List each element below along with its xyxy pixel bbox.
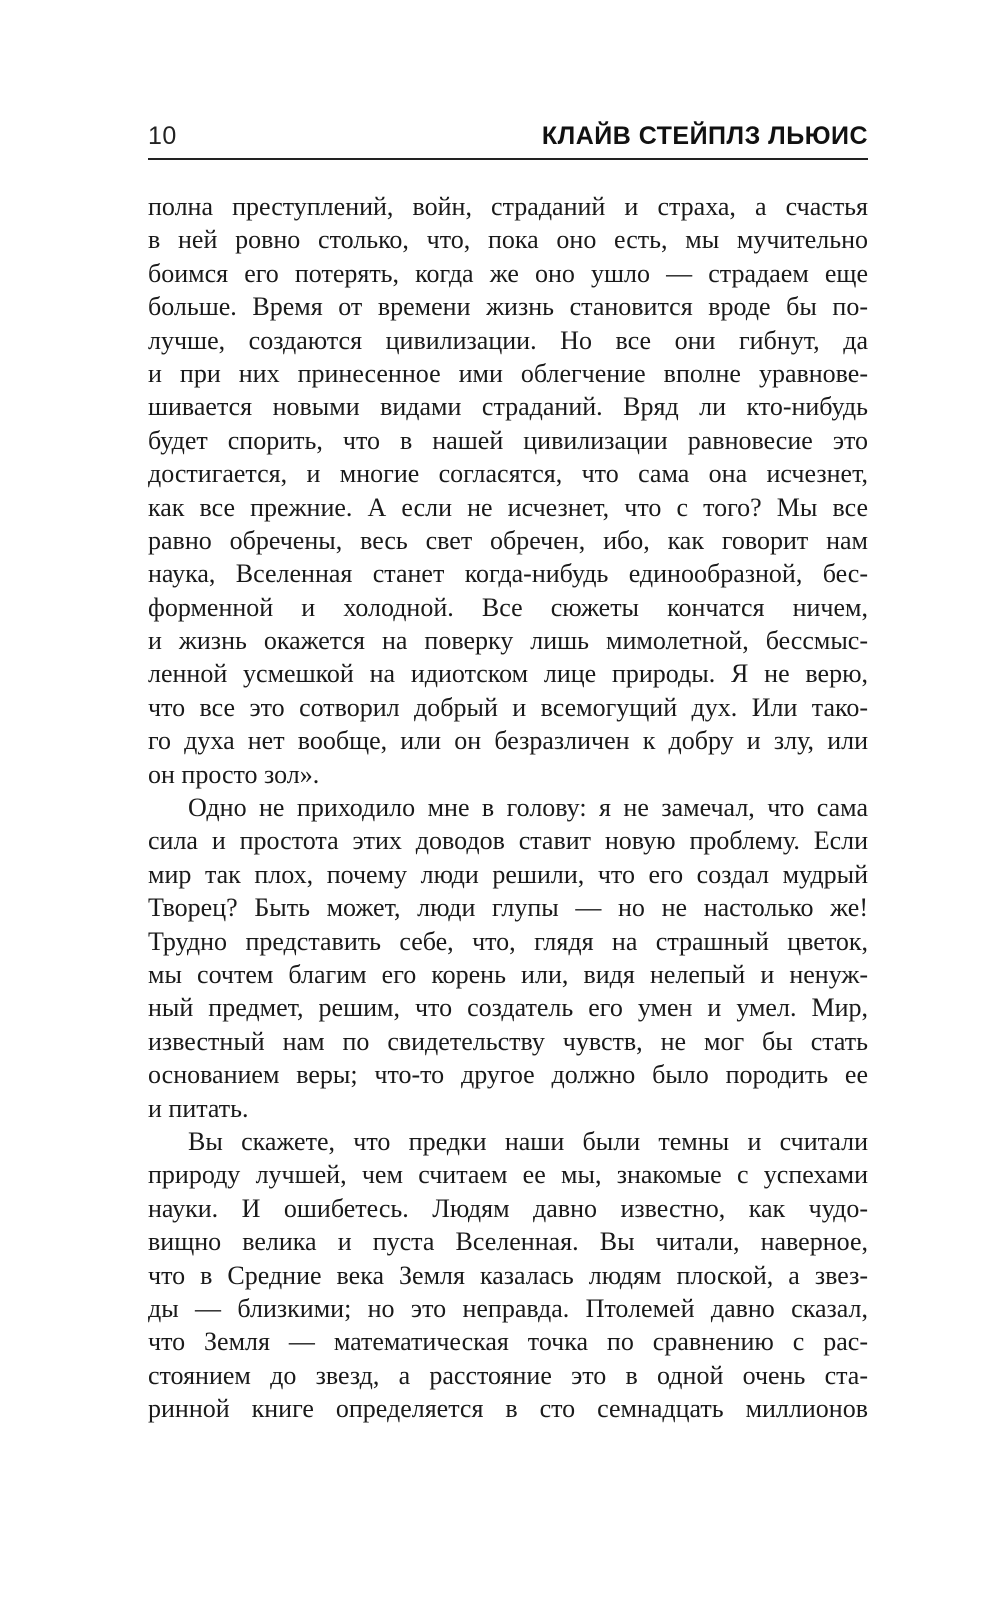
text-line: будет спорить, что в нашей цивилизации равновесие это (148, 425, 868, 455)
text-line: наука, Вселенная станет когда-нибудь единообразной, бес- (148, 559, 868, 589)
running-head-author: КЛАЙВ СТЕЙПЛЗ ЛЬЮИС (541, 122, 868, 150)
paragraph (148, 791, 868, 1125)
running-header (148, 118, 868, 158)
text-line: Творец? Быть может, люди глупы — но не настолько же! (148, 893, 868, 923)
text-line: что в Средние века Земля казалась людям плоской, а звез- (148, 1260, 868, 1290)
text-line: известный нам по свидетельству чувств, не мог бы стать (148, 1026, 868, 1056)
text-line: в ней ровно столько, что, пока оно есть, мы мучительно (148, 225, 868, 255)
paragraph (148, 190, 868, 791)
text-line: стоянием до звезд, а расстояние это в одной очень ста- (148, 1360, 868, 1390)
text-line: и жизнь окажется на поверку лишь мимолетной, бессмыс- (148, 626, 868, 656)
text-body (148, 190, 868, 1425)
page-number: 10 (148, 122, 177, 150)
text-line: боимся его потерять, когда же оно ушло — страдаем еще (148, 258, 868, 288)
text-line: форменной и холодной. Все сюжеты кончатся ничем, (148, 592, 868, 622)
text-line: лучше, создаются цивилизации. Но все они гибнут, да (148, 325, 868, 355)
text-line: го духа нет вообще, или он безразличен к добру и злу, или (148, 726, 868, 756)
text-line: и при них принесенное ими облегчение вполне уравнове- (148, 358, 868, 388)
text-line: больше. Время от времени жизнь становится вроде бы по- (148, 292, 868, 322)
text-line: ринной книге определяется в сто семнадцать миллионов (148, 1394, 868, 1424)
text-line: науки. И ошибетесь. Людям давно известно, как чудо- (148, 1193, 868, 1223)
text-line: мир так плох, почему люди решили, что его создал мудрый (148, 859, 868, 889)
text-line: основанием веры; что-то другое должно было породить ее (148, 1060, 868, 1090)
text-line: вищно велика и пуста Вселенная. Вы читали, наверное, (148, 1227, 868, 1257)
text-line: равно обречены, весь свет обречен, ибо, как говорит нам (148, 525, 868, 555)
text-line: и питать. (148, 1093, 249, 1123)
text-line: достигается, и многие согласятся, что сама она исчезнет, (148, 459, 868, 489)
text-line: Вы скажете, что предки наши были темны и считали (188, 1126, 868, 1156)
text-line: как все прежние. А если не исчезнет, что с того? Мы все (148, 492, 868, 522)
text-line: Трудно представить себе, что, глядя на страшный цветок, (148, 926, 868, 956)
text-line: природу лучшей, чем считаем ее мы, знакомые с успехами (148, 1160, 868, 1190)
paragraph (148, 1125, 868, 1426)
text-line: ный предмет, решим, что создатель его умен и умел. Мир, (148, 993, 868, 1023)
text-line: ды — близкими; но это неправда. Птолемей давно сказал, (148, 1293, 868, 1323)
text-line: шивается новыми видами страданий. Вряд ли кто-нибудь (148, 392, 868, 422)
text-line: сила и простота этих доводов ставит новую проблему. Если (148, 826, 868, 856)
header-rule (148, 158, 868, 160)
text-line: что Земля — математическая точка по сравнению с рас- (148, 1327, 868, 1357)
text-line: ленной усмешкой на идиотском лице природы. Я не верю, (148, 659, 868, 689)
text-line: Одно не приходило мне в голову: я не замечал, что сама (188, 793, 868, 823)
text-line: что все это сотворил добрый и всемогущий дух. Или тако- (148, 692, 868, 722)
text-line: он просто зол». (148, 759, 320, 789)
text-line: полна преступлений, войн, страданий и страха, а счастья (148, 192, 868, 221)
text-line: мы сочтем благим его корень или, видя нелепый и ненуж- (148, 959, 868, 989)
